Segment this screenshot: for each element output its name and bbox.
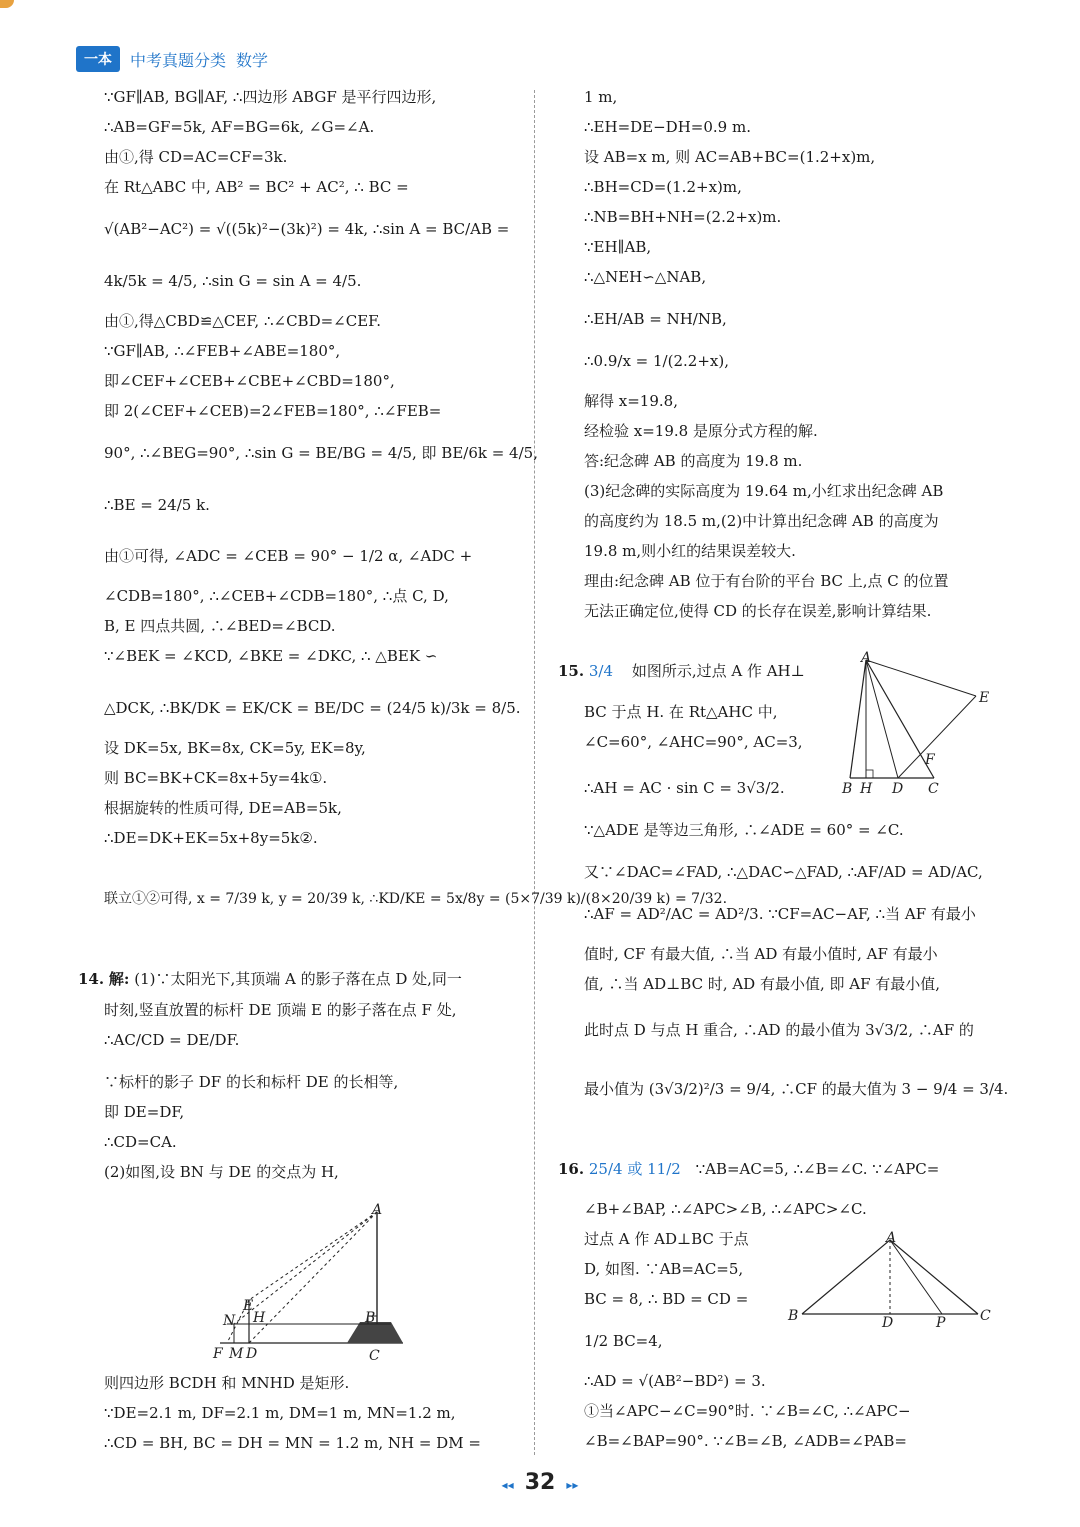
label-A: A [886,1230,897,1246]
label-A: A [861,650,872,666]
text-line: 又∵∠DAC=∠FAD, ∴△DAC∽△FAD, ∴AF/AD = AD/AC, [584,863,983,881]
text-line: 即∠CEF+∠CEB+∠CBE+∠CBD=180°, [104,372,395,390]
label-E: E [979,690,990,706]
text-line: 则 BC=BK+CK=8x+5y=4k①. [104,769,328,787]
text-line: 90°, ∴∠BEG=90°, ∴sin G = BE/BG = 4/5, 即 BE/6k = 4/5, [104,444,538,462]
book-title: 中考真题分类 [130,50,227,70]
prev-page-icon[interactable]: ◂◂ [501,1478,514,1492]
figure-q14 [205,1200,415,1365]
text-line: ∴AC/CD = DE/DF. [104,1031,240,1049]
text-line: 根据旋转的性质可得, DE=AB=5k, [104,799,342,817]
text-line: 1/2 BC=4, [584,1332,663,1350]
label-N: N [223,1313,236,1329]
label-D: D [882,1315,894,1328]
text-line: D, 如图. ∵AB=AC=5, [584,1260,744,1278]
text-line: 设 DK=5x, BK=8x, CK=5y, EK=8y, [104,739,366,757]
page-number: 32 [524,1470,556,1495]
question-14-tail [104,1374,514,1453]
text-line: BC 于点 H. 在 Rt△AHC 中, [584,703,778,721]
text-line: ∵GF∥AB, BG∥AF, ∴四边形 ABGF 是平行四边形, [104,88,437,106]
text-line: 4k/5k = 4/5, ∴sin G = sin A = 4/5. [104,272,362,290]
label-F: F [925,752,935,768]
text-line: 即 DE=DF, [104,1103,185,1121]
text-line: ∵GF∥AB, ∴∠FEB+∠ABE=180°, [104,342,341,360]
page-header [76,46,268,72]
question-14-body [104,1001,514,1182]
answer: 3/4 [588,662,614,680]
text-line: ∴CD = BH, BC = DH = MN = 1.2 m, NH = DM = [104,1434,481,1452]
label-A: A [372,1202,383,1218]
text-line: ∵△ADE 是等边三角形, ∴∠ADE = 60° = ∠C. [584,821,904,839]
text-line: ∴0.9/x = 1/(2.2+x), [584,352,729,370]
text-line: ∴EH/AB = NH/NB, [584,310,727,328]
question-15 [558,662,848,681]
page-footer [0,1470,1080,1495]
text-line: 即 2(∠CEF+∠CEB)=2∠FEB=180°, ∴∠FEB= [104,402,442,420]
label-C: C [928,781,939,797]
text-line: 由①可得, ∠ADC = ∠CEB = 90° − 1/2 α, ∠ADC + [104,547,473,565]
text-line: 由①,得 CD=AC=CF=3k. [104,148,288,166]
text-line: 无法正确定位,使得 CD 的长存在误差,影响计算结果. [584,602,932,620]
question-number: 14. [78,970,105,988]
text-line: BC = 8, ∴ BD = CD = [584,1290,749,1308]
text-line: ∠B+∠BAP, ∴∠APC>∠B, ∴∠APC>∠C. [584,1200,867,1218]
label-H: H [253,1310,266,1326]
figure-q15 [836,648,996,800]
text-line: 如图所示,过点 A 作 AH⊥ [631,662,805,680]
text-line: ∵DE=2.1 m, DF=2.1 m, DM=1 m, MN=1.2 m, [104,1404,456,1422]
column-divider [534,90,535,1455]
label-B: B [788,1308,799,1324]
subject-label: 数学 [236,50,269,70]
text-line: (2)如图,设 BN 与 DE 的交点为 H, [104,1163,339,1181]
question-14 [78,970,518,989]
text-line: 解得 x=19.8, [584,392,678,410]
label-D: D [246,1346,258,1362]
text-line: ∵EH∥AB, [584,238,652,256]
text-line: ∴△NEH∽△NAB, [584,268,707,286]
question-number: 16. [558,1160,585,1178]
label-B: B [842,781,853,797]
text-line: △DCK, ∴BK/DK = EK/CK = BE/DC = (24/5 k)/3k = 8/5. [104,699,521,717]
text-line: (1)∵太阳光下,其顶端 A 的影子落在点 D 处,同一 [134,970,462,988]
text-line: 联立①②可得, x = 7/39 k, y = 20/39 k, ∴KD/KE = 5x/8y = (5×7/39 k)/(8×20/39 k) = 7/32. [104,891,728,907]
text-line: ∴EH=DE−DH=0.9 m. [584,118,751,136]
label-D: D [892,781,904,797]
text-line: ∠C=60°, ∠AHC=90°, AC=3, [584,733,803,751]
label-B: B [365,1310,376,1326]
text-line: 值时, CF 有最大值, ∴当 AD 有最小值时, AF 有最小 [584,945,938,963]
text-line: ∴NB=BH+NH=(2.2+x)m. [584,208,782,226]
text-line: 答:纪念碑 AB 的高度为 19.8 m. [584,452,803,470]
text-line: ∴AD = √(AB²−BD²) = 3. [584,1372,766,1390]
figure-q16 [786,1228,996,1328]
text-line: 的高度约为 18.5 m,(2)中计算出纪念碑 AB 的高度为 [584,512,939,530]
text-line: 由①,得△CBD≌△CEF, ∴∠CBD=∠CEF. [104,312,382,330]
label-C: C [980,1308,991,1324]
text-line: ∴AF = AD²/AC = AD²/3. ∵CF=AC−AF, ∴当 AF 有最小 [584,905,976,923]
text-line: 过点 A 作 AD⊥BC 于点 [584,1230,749,1248]
text-line: ∵标杆的影子 DF 的长和标杆 DE 的长相等, [104,1073,399,1091]
text-line: ∵AB=AC=5, ∴∠B=∠C. ∵∠APC= [695,1160,940,1178]
text-line: 最小值为 (3√3/2)²/3 = 9/4, ∴CF 的最大值为 3 − 9/4 = 3/4. [584,1080,1009,1098]
text-line: ∴BH=CD=(1.2+x)m, [584,178,742,196]
text-line: 1 m, [584,88,618,106]
solution-label: 解: [108,970,130,988]
text-line: 经检验 x=19.8 是原分式方程的解. [584,422,818,440]
label-F: F [213,1346,223,1362]
text-line: ∠CDB=180°, ∴∠CEB+∠CDB=180°, ∴点 C, D, [104,587,449,605]
text-line: 在 Rt△ABC 中, AB² = BC² + AC², ∴ BC = [104,178,409,196]
text-line: ∠B=∠BAP=90°. ∵∠B=∠B, ∠ADB=∠PAB= [584,1432,907,1450]
label-P: P [936,1315,946,1328]
text-line: ∴CD=CA. [104,1133,177,1151]
text-line: 此时点 D 与点 H 重合, ∴AD 的最小值为 3√3/2, ∴AF 的 [584,1021,974,1039]
question-number: 15. [558,662,585,680]
text-line: ∴AB=GF=5k, AF=BG=6k, ∠G=∠A. [104,118,375,136]
answer: 25/4 或 11/2 [588,1160,681,1178]
brand-badge: 一本 [76,46,120,72]
label-H: H [860,781,873,797]
text-line: (3)纪念碑的实际高度为 19.64 m,小红求出纪念碑 AB [584,482,944,500]
question-16 [558,1160,998,1179]
text-line: 理由:纪念碑 AB 位于有台阶的平台 BC 上,点 C 的位置 [584,572,949,590]
text-line: ∵∠BEK = ∠KCD, ∠BKE = ∠DKC, ∴ △BEK ∽ [104,647,438,665]
text-line: ∴AH = AC · sin C = 3√3/2. [584,779,785,797]
text-line: 设 AB=x m, 则 AC=AB+BC=(1.2+x)m, [584,148,876,166]
text-line: ①当∠APC−∠C=90°时. ∵∠B=∠C, ∴∠APC− [584,1402,911,1420]
text-line: √(AB²−AC²) = √((5k)²−(3k)²) = 4k, ∴sin A = BC/AB = [104,220,510,238]
corner-decoration [0,0,14,8]
text-line: 时刻,竖直放置的标杆 DE 顶端 E 的影子落在点 F 处, [104,1001,457,1019]
text-line: 则四边形 BCDH 和 MNHD 是矩形. [104,1374,350,1392]
text-line: B, E 四点共圆, ∴∠BED=∠BCD. [104,617,336,635]
label-C: C [369,1348,380,1364]
label-E: E [243,1298,254,1314]
text-line: 值, ∴当 AD⊥BC 时, AD 有最小值, 即 AF 有最小值, [584,975,941,993]
text-line: ∴BE = 24/5 k. [104,496,210,514]
right-column [584,88,994,621]
next-page-icon[interactable]: ▸▸ [566,1478,579,1492]
text-line: 19.8 m,则小红的结果误差较大. [584,542,796,560]
label-M: M [229,1346,244,1362]
text-line: ∴DE=DK+EK=5x+8y=5k②. [104,829,318,847]
